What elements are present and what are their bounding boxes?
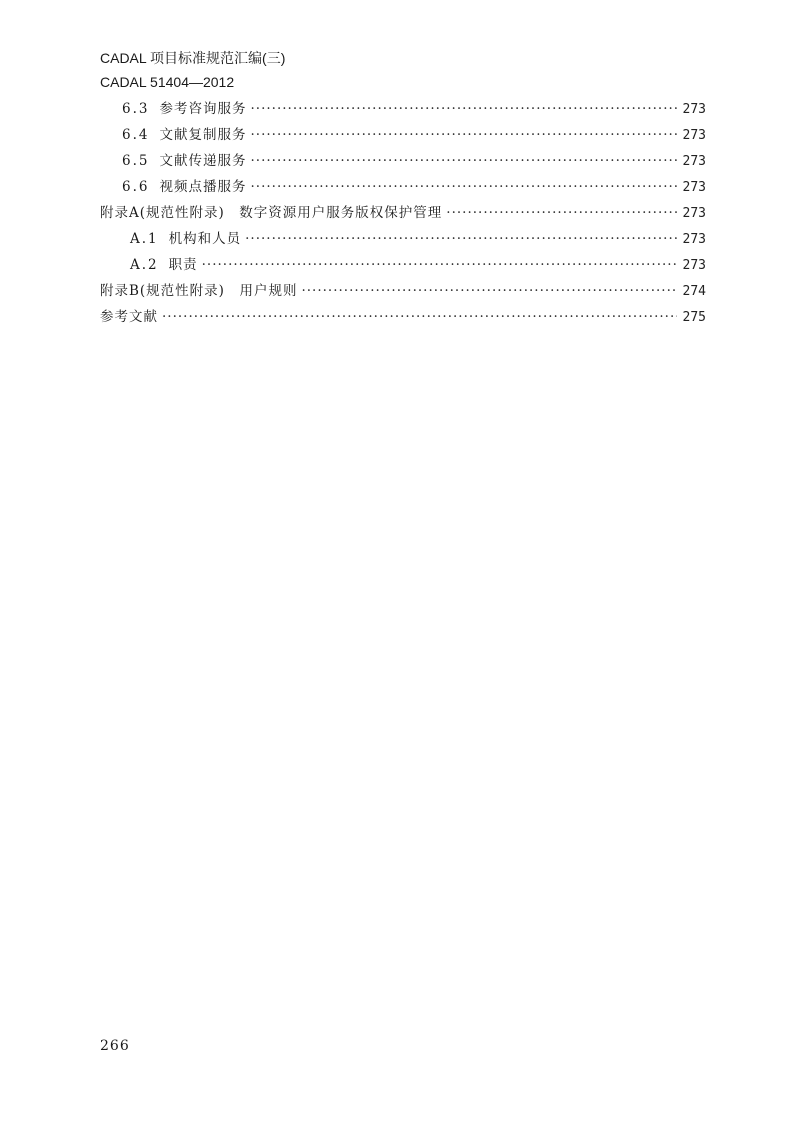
toc-dot-leader [250, 96, 676, 122]
toc-entry[interactable] [100, 304, 706, 330]
toc-entry-page: 273 [682, 180, 706, 195]
toc-dot-leader [301, 278, 676, 304]
toc-dot-leader [446, 200, 676, 226]
page-number: 266 [100, 1038, 130, 1054]
toc-entry-title: 附录B(规范性附录) 用户规则 [100, 283, 298, 299]
toc-dot-leader [250, 122, 676, 148]
toc-entry-page: 273 [682, 102, 706, 117]
toc-entry[interactable] [100, 96, 706, 122]
toc-entry-number: 6.4 [122, 127, 150, 143]
toc-entry-number: 6.5 [122, 153, 150, 169]
toc-entry-page: 273 [682, 128, 706, 143]
toc-dot-leader [245, 226, 676, 252]
toc-dot-leader [250, 174, 676, 200]
toc-entry-title: 文献复制服务 [159, 127, 247, 143]
toc-entry-title: 文献传递服务 [159, 153, 247, 169]
toc-entry-number: A.2 [130, 257, 159, 273]
standard-code: CADAL 51404—2012 [100, 74, 235, 90]
toc-dot-leader [162, 304, 677, 330]
toc-entry-number: 6.6 [122, 179, 150, 195]
toc-entry-title: 参考咨询服务 [159, 101, 247, 117]
toc-entry-number: 6.3 [122, 101, 150, 117]
toc-entry-page: 273 [682, 206, 706, 221]
toc-entry[interactable] [100, 252, 706, 278]
toc-entry-title: 参考文献 [100, 309, 158, 325]
toc-entry[interactable] [100, 174, 706, 200]
toc-entry-title: 附录A(规范性附录) 数字资源用户服务版权保护管理 [100, 205, 443, 221]
toc-entry-page: 275 [682, 310, 706, 325]
toc-entry-title: 视频点播服务 [159, 179, 247, 195]
toc-entry[interactable] [100, 148, 706, 174]
toc-entry-page: 273 [682, 232, 706, 247]
toc-entry-title: 职责 [168, 257, 198, 273]
collection-title: CADAL 项目标准规范汇编(三) [100, 50, 286, 66]
toc-entry-title: 机构和人员 [168, 231, 242, 247]
toc-entry[interactable] [100, 226, 706, 252]
toc-entry[interactable] [100, 200, 706, 226]
table-of-contents [100, 96, 706, 330]
toc-dot-leader [202, 252, 677, 278]
toc-dot-leader [250, 148, 676, 174]
toc-entry-page: 274 [682, 284, 706, 299]
toc-entry[interactable] [100, 122, 706, 148]
toc-entry-number: A.1 [130, 231, 159, 247]
toc-entry-page: 273 [682, 154, 706, 169]
toc-entry[interactable] [100, 278, 706, 304]
toc-entry-page: 273 [682, 258, 706, 273]
running-header [100, 46, 285, 94]
